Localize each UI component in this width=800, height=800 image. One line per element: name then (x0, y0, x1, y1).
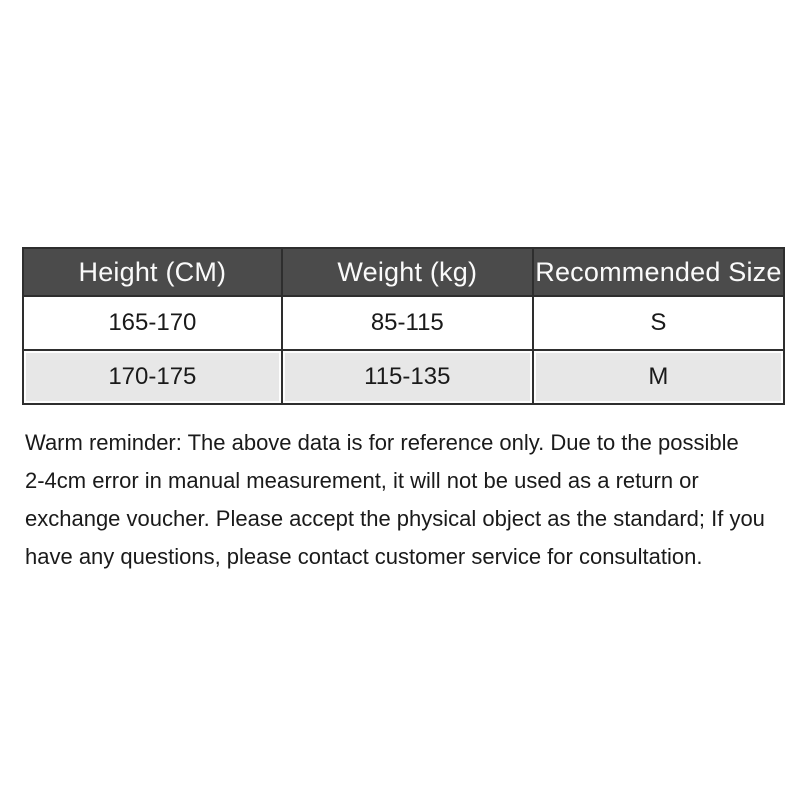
reminder-line-2: 2-4cm error in manual measurement, it will not be used as a return or (25, 468, 699, 493)
cell-weight-row-1: 85-115 (282, 296, 533, 350)
cell-height-row-2: 170-175 (23, 350, 282, 404)
reminder-line-1: Warm reminder: The above data is for reference only. Due to the possible (25, 430, 739, 455)
cell-height-row-1: 165-170 (23, 296, 282, 350)
reminder-line-3: exchange voucher. Please accept the physical object as the standard; If you (25, 506, 765, 531)
table-row (23, 296, 784, 350)
cell-weight-row-2: 115-135 (282, 350, 533, 404)
column-header-weight: Weight (kg) (282, 248, 533, 296)
cell-size-row-1: S (533, 296, 784, 350)
table-row (23, 350, 784, 404)
column-header-recommended-size: Recommended Size (533, 248, 784, 296)
warm-reminder-paragraph (25, 424, 785, 576)
cell-size-row-2: M (533, 350, 784, 404)
size-chart-header-row (23, 248, 784, 296)
reminder-line-4: have any questions, please contact customer service for consultation. (25, 544, 703, 569)
size-chart-table (22, 247, 785, 405)
column-header-height: Height (CM) (23, 248, 282, 296)
